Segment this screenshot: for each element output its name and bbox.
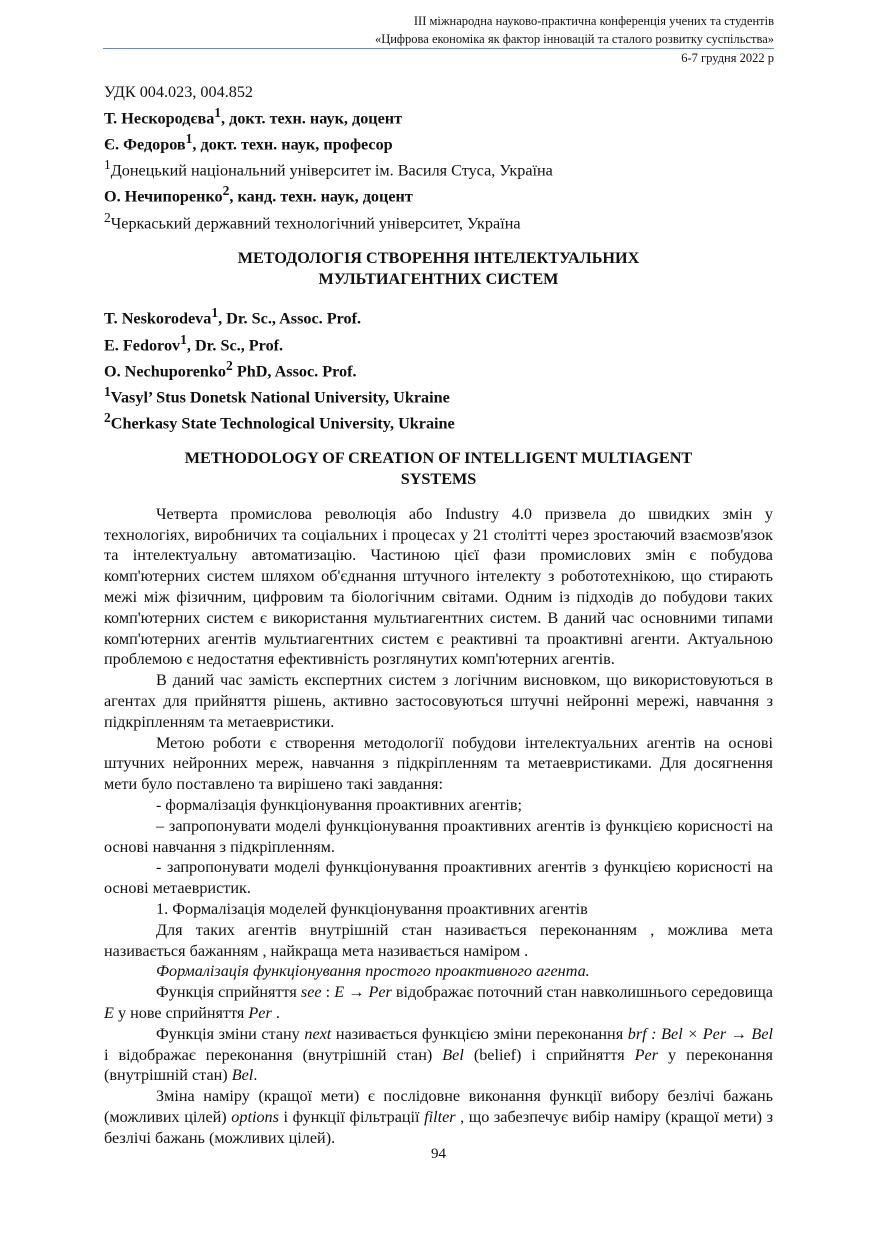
affiliation-uk-1: $^1$Донецький національний університет ім. Василя Стуса, Україна: [104, 157, 553, 180]
header-rule: [103, 48, 774, 49]
page-number: 94: [431, 1146, 446, 1162]
author-uk-3: О. Нечипоренко$^2$, канд. техн. наук, доцент: [104, 183, 413, 206]
brf-formula: brf : Bel × Per → Bel: [627, 1024, 774, 1043]
paragraph-5: Функція сприйняття see : E → Per відображає поточний стан навколишнього середовища E у нове сприйняття Per .: [104, 983, 773, 1022]
author-en-1: T. Neskorodeva$^1$, Dr. Sc., Assoc. Prof.: [104, 305, 362, 328]
paragraph-6: Функція зміни стану next називається функцією зміни переконання brf : Bel × Per → Bel і відображає переконання (внутрішній стан) Bel (belief) і сприйняття Per у переконання (внутрішній стан) Bel.: [104, 1024, 774, 1085]
paragraph-3: Метою роботи є створення методології побудови інтелектуальних агентів на основі штучних нейронних мереж, навчання з підкріпленням та метаевристиками. Для досягнення мети було поставлено та вирішено такі завдання:: [104, 733, 773, 794]
author-en-2: E. Fedorov$^1$, Dr. Sc., Prof.: [104, 331, 284, 354]
affiliation-en-2: $^2$Cherkasy State Technological University, Ukraine: [104, 410, 455, 433]
author-uk-1: Т. Нескородєва$^1$, докт. техн. наук, доцент: [104, 104, 403, 128]
title-uk-line2: МУЛЬТИАГЕНТНИХ СИСТЕМ: [318, 269, 559, 288]
article-body: [104, 82, 773, 1149]
affiliation-uk-2: $^2$Черкаський державний технологічний університет, Україна: [104, 209, 521, 232]
udc-code: УДК 004.023, 004.852: [104, 83, 254, 101]
conference-title-line2: «Цифрова економіка як фактор інновацій та сталого розвитку суспільства»: [374, 32, 774, 46]
author-en-3: O. Nechuporenko$^2$ PhD, Assoc. Prof.: [104, 357, 357, 381]
paragraph-7: Зміна наміру (кращої мети) є послідовне виконання функції вибору безлічі бажань (можливих цілей) options і функції фільтрації filter , що забезпечує вибір наміру (кращої мети) з безлічі бажань (можливих цілей).: [104, 1087, 773, 1147]
affiliation-en-1: $^1$Vasyl’ Stus Donetsk National University, Ukraine: [104, 383, 450, 407]
running-header: [375, 12, 774, 48]
paragraph-4: Для таких агентів внутрішній стан називається переконанням , можлива мета називається бажанням , найкраща мета називається наміром .: [104, 920, 773, 960]
section-heading-1: 1. Формалізація моделей функціонування проактивних агентів: [156, 900, 588, 918]
task-item-1: - формалізація функціонування проактивних агентів;: [156, 796, 522, 815]
paragraph-1: Четверта промислова революція або Industry 4.0 призвела до швидких змін у технологіях, виробничих та соціальних і процесах у 21 столітті через зростаючий взаємозв'язок та інтелектуальну автоматизацію. Частиною цієї фази промислових змін є побудова комп'ютерних систем шляхом об'єднання штучного інтелекту з робототехнікою, що стирають межі між фізичним, цифровим та біологічним світами. Одним із підходів до побудови таких комп'ютерних систем є використання мультиагентних систем. В даний час основними типами комп'ютерних агентів мультиагентних систем є реактивні та проактивні агенти. Актуальною проблемою є недостатня ефективність розглянутих комп'ютерних агентів.: [104, 504, 773, 669]
see-formula: see : E → Per: [300, 983, 392, 1002]
paragraph-2: В даний час замість експертних систем з логічним висновком, що використовуються в агентах для прийняття рішень, активно застосовуються штучні нейронні мережі, навчання з підкріпленням та метаевристики.: [104, 671, 773, 731]
task-item-3: - запропонувати моделі функціонування проактивних агентів з функцією корисності на основі метаевристик.: [104, 858, 773, 898]
title-en-line2: SYSTEMS: [400, 470, 477, 489]
author-uk-2: Є. Федоров$^1$, докт. техн. наук, професор: [104, 130, 393, 154]
title-uk-line1: МЕТОДОЛОГІЯ СТВОРЕННЯ ІНТЕЛЕКТУАЛЬНИХ: [237, 248, 640, 267]
conference-title-line1: ІІІ міжнародна науково-практична конференція учених та студентів: [413, 14, 774, 28]
title-en-line1: METHODOLOGY OF CREATION OF INTELLIGENT MULTIAGENT: [184, 449, 693, 468]
task-item-2: – запропонувати моделі функціонування проактивних агентів із функцією корисності на основі навчання з підкріпленням.: [104, 816, 773, 856]
conference-date: 6-7 грудня 2022 р: [681, 51, 774, 65]
subsection-heading: Формалізація функціонування простого проактивного агента.: [156, 962, 590, 981]
